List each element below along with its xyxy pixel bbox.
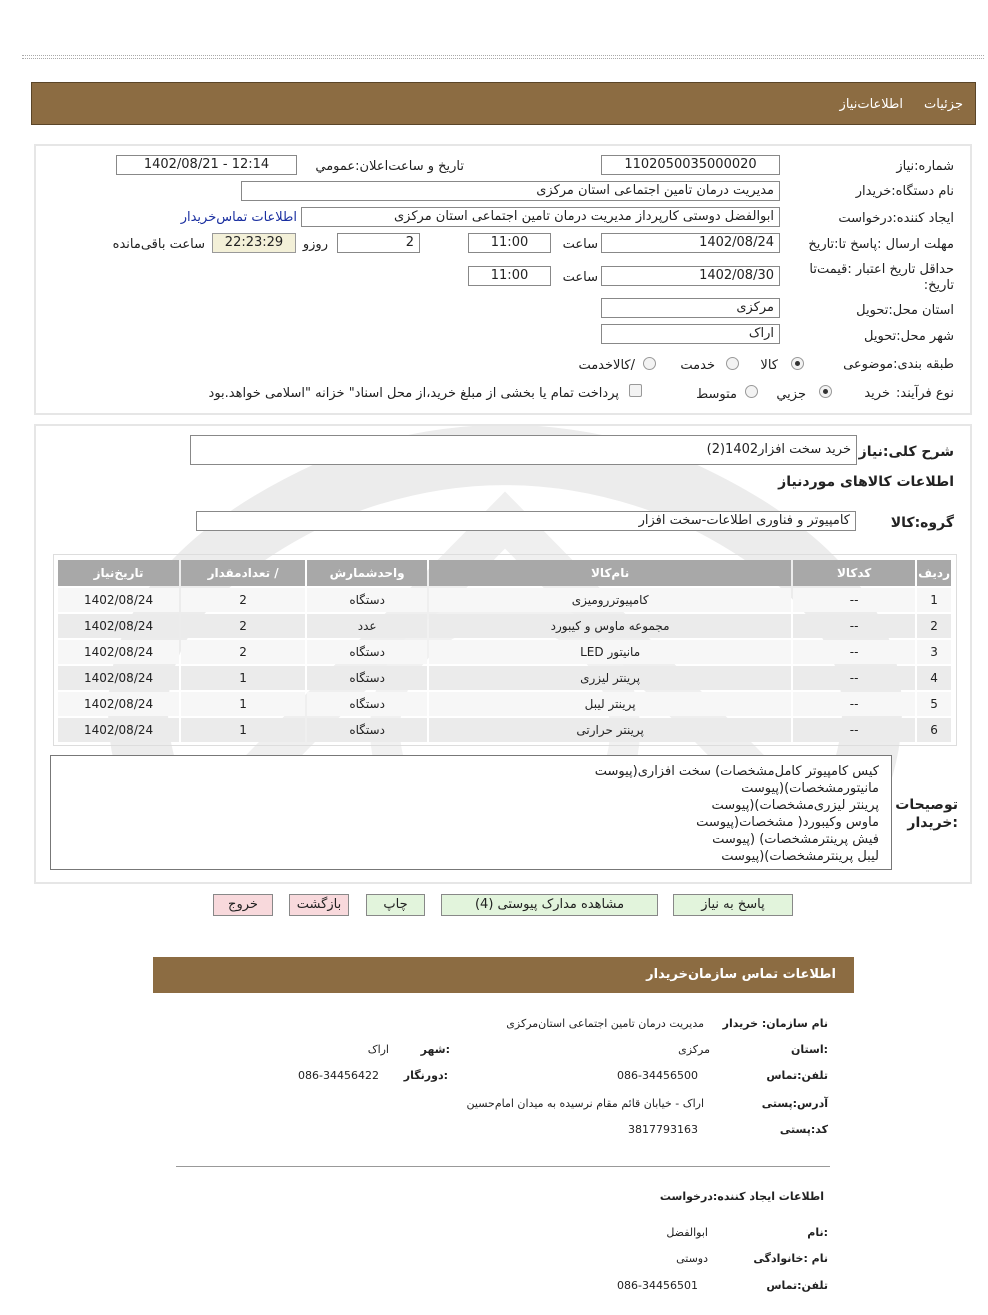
creator-family-value: دوستی bbox=[676, 1252, 708, 1265]
treasury-payment-label: پرداخت تمام یا بخشی از مبلغ خرید،از محل اسناد" خزانه "اسلامی خواهد.بود bbox=[208, 386, 619, 401]
back-button[interactable]: بازگشت bbox=[289, 894, 349, 916]
process-minor-radio[interactable] bbox=[819, 385, 832, 398]
goods-info-heading: اطلاعات کالاهای موردنیاز bbox=[778, 474, 954, 490]
cell-name: مانیتور LED bbox=[429, 640, 791, 664]
creator-family-label: نام :خانوادگی bbox=[753, 1252, 828, 1265]
city-label: شهر محل:تحویل bbox=[864, 329, 954, 344]
treasury-payment-checkbox[interactable] bbox=[629, 384, 642, 397]
table-row bbox=[58, 588, 951, 612]
validity-time-label: ساعت bbox=[562, 270, 598, 285]
need-summary-label: شرح کلی:نیاز bbox=[858, 444, 954, 460]
col-unit: واحدشمارش bbox=[307, 560, 427, 586]
col-date: تاریخ‌نیاز bbox=[58, 560, 179, 586]
contact-province-label: :استان bbox=[791, 1043, 828, 1056]
buyer-notes-box bbox=[50, 755, 892, 870]
days-remaining-field: 2 bbox=[337, 233, 420, 253]
cell-quantity: 1 bbox=[181, 718, 305, 742]
cell-row: 3 bbox=[917, 640, 951, 664]
contact-phone-label: تلفن:تماس bbox=[766, 1069, 828, 1082]
process-medium-label: متوسط bbox=[696, 387, 737, 402]
announce-field: 1402/08/21 - 12:14 bbox=[116, 155, 297, 175]
buyer-notes-label-2: :خریدار bbox=[907, 815, 958, 831]
cell-date: 1402/08/24 bbox=[58, 692, 179, 716]
contact-province-value: مرکزی bbox=[678, 1043, 710, 1056]
goods-group-label: گروه:کالا bbox=[890, 515, 954, 531]
need-number-field: 1102050035000020 bbox=[601, 155, 780, 175]
validity-label-1: حداقل تاریخ اعتبار :قیمت‌تا bbox=[809, 262, 954, 277]
buyer-org-field: مدیریت درمان تامین اجتماعی استان مرکزی bbox=[241, 181, 780, 201]
notes-line: فیش پرینترمشخصات) (پیوست bbox=[712, 832, 879, 847]
reply-button[interactable]: پاسخ به نیاز bbox=[673, 894, 793, 916]
contact-heading: اطلاعات تماس سازمان‌خریدار bbox=[646, 967, 836, 982]
notes-line: پرینتر لیزری‌مشخصات)(پیوست bbox=[711, 798, 879, 813]
goods-group-field: کامپیوتر و فناوری اطلاعات-سخت افزار bbox=[196, 511, 856, 531]
deadline-time-label: ساعت bbox=[562, 237, 598, 252]
deadline-label: مهلت ارسال :پاسخ تا:تاریخ bbox=[808, 237, 954, 252]
validity-time-field: 11:00 bbox=[468, 266, 551, 286]
table-row bbox=[58, 614, 951, 638]
category-service-radio[interactable] bbox=[726, 357, 739, 370]
cell-date: 1402/08/24 bbox=[58, 588, 179, 612]
cell-name: مجموعه ماوس و کیبورد bbox=[429, 614, 791, 638]
contact-address-value: اراک - خیابان قائم مقام نرسیده به میدان امام‌حسین bbox=[466, 1097, 704, 1110]
cell-quantity: 2 bbox=[181, 588, 305, 612]
cell-date: 1402/08/24 bbox=[58, 718, 179, 742]
cell-name: پرینتر لیبل bbox=[429, 692, 791, 716]
notes-line: ماوس وکیبورد( مشخصات(پیوست bbox=[696, 815, 879, 830]
cell-date: 1402/08/24 bbox=[58, 666, 179, 690]
col-quantity: / تعدادمقدار bbox=[181, 560, 305, 586]
contact-postal-value: 3817793163 bbox=[628, 1123, 698, 1136]
cell-date: 1402/08/24 bbox=[58, 614, 179, 638]
process-type: خرید bbox=[864, 386, 890, 401]
remaining-timer: 22:23:29 bbox=[212, 233, 296, 253]
cell-code: -- bbox=[793, 614, 915, 638]
creator-phone-value: 086-34456501 bbox=[617, 1279, 698, 1292]
print-button[interactable]: چاپ bbox=[366, 894, 425, 916]
contact-postal-label: کد:پستی bbox=[779, 1123, 828, 1136]
cell-unit: دستگاه bbox=[307, 640, 427, 664]
table-row bbox=[58, 640, 951, 664]
contact-city-label: :شهر bbox=[420, 1043, 450, 1056]
announce-label: تاریخ و ساعت‌اعلان:عمومي bbox=[315, 159, 464, 174]
tab-details[interactable]: جزئیات bbox=[924, 97, 963, 112]
col-code: کدکالا bbox=[793, 560, 915, 586]
cell-quantity: 1 bbox=[181, 692, 305, 716]
view-attachments-button[interactable]: مشاهده مدارک پیوستی (4) bbox=[441, 894, 658, 916]
cell-quantity: 2 bbox=[181, 640, 305, 664]
days-label: روزو bbox=[302, 237, 328, 252]
creator-name-label: :نام bbox=[807, 1226, 828, 1239]
deadline-time-field: 11:00 bbox=[468, 233, 551, 253]
validity-date-field: 1402/08/30 bbox=[601, 266, 780, 286]
cell-code: -- bbox=[793, 666, 915, 690]
contact-org-value: مدیریت درمان تامین اجتماعی استان‌مرکزی bbox=[506, 1017, 704, 1030]
items-table bbox=[56, 558, 953, 744]
creator-label: ایجاد کننده:درخواست bbox=[838, 211, 954, 226]
contact-divider bbox=[176, 1166, 830, 1167]
cell-row: 1 bbox=[917, 588, 951, 612]
category-service-label: خدمت bbox=[680, 358, 715, 373]
contact-address-label: آدرس:پستی bbox=[761, 1097, 828, 1110]
contact-header-bar bbox=[153, 957, 854, 993]
cell-code: -- bbox=[793, 692, 915, 716]
need-number-label: شماره:نیاز bbox=[896, 159, 954, 174]
cell-quantity: 1 bbox=[181, 666, 305, 690]
col-name: نام‌کالا bbox=[429, 560, 791, 586]
process-minor-label: جزیي bbox=[776, 387, 806, 402]
province-field: مرکزی bbox=[601, 298, 780, 318]
cell-row: 2 bbox=[917, 614, 951, 638]
cell-code: -- bbox=[793, 718, 915, 742]
contact-phone-value: 086-34456500 bbox=[617, 1069, 698, 1082]
category-goods-radio[interactable] bbox=[791, 357, 804, 370]
buyer-notes-label-1: توصیحات bbox=[895, 797, 958, 813]
cell-code: -- bbox=[793, 588, 915, 612]
process-medium-radio[interactable] bbox=[745, 385, 758, 398]
creator-phone-label: تلفن:تماس bbox=[766, 1279, 828, 1292]
category-both-label: /کالاخدمت bbox=[578, 358, 635, 373]
deadline-date-field: 1402/08/24 bbox=[601, 233, 780, 253]
city-field: اراک bbox=[601, 324, 780, 344]
exit-button[interactable]: خروج bbox=[213, 894, 273, 916]
remaining-label: ساعت باقی‌مانده bbox=[112, 237, 205, 252]
contact-org-label: نام سازمان: خریدار bbox=[722, 1017, 828, 1030]
province-label: استان محل:تحویل bbox=[856, 303, 954, 318]
need-summary-field: خرید سخت افزار1402(2) bbox=[190, 435, 857, 465]
cell-name: کامپیوتررومیزی bbox=[429, 588, 791, 612]
creator-info-heading: اطلاعات ایجاد کننده:درخواست bbox=[659, 1190, 824, 1203]
table-row bbox=[58, 718, 951, 742]
validity-label-2: تاریخ: bbox=[923, 278, 954, 293]
cell-date: 1402/08/24 bbox=[58, 640, 179, 664]
cell-code: -- bbox=[793, 640, 915, 664]
cell-name: پرینتر حرارتی bbox=[429, 718, 791, 742]
tab-need-info[interactable]: اطلاعات‌نیاز bbox=[839, 97, 903, 112]
cell-unit: دستگاه bbox=[307, 666, 427, 690]
category-label: طبقه بندی:موضوعی bbox=[843, 357, 954, 372]
buyer-contact-link[interactable]: اطلاعات تماس‌خریدار bbox=[180, 210, 297, 225]
notes-line: لیبل پرینترمشخصات)(پیوست bbox=[721, 849, 879, 864]
contact-fax-value: 086-34456422 bbox=[298, 1069, 379, 1082]
contact-fax-label: :دورنگار bbox=[403, 1069, 448, 1082]
cell-unit: دستگاه bbox=[307, 692, 427, 716]
notes-line: مانیتورمشخصات)(پیوست bbox=[741, 781, 879, 796]
table-row bbox=[58, 666, 951, 690]
cell-quantity: 2 bbox=[181, 614, 305, 638]
cell-unit: عدد bbox=[307, 614, 427, 638]
cell-unit: دستگاه bbox=[307, 588, 427, 612]
creator-name-value: ابوالفضل bbox=[666, 1226, 708, 1239]
cell-unit: دستگاه bbox=[307, 718, 427, 742]
table-row bbox=[58, 692, 951, 716]
category-goods-label: کالا bbox=[760, 358, 778, 373]
header-bar bbox=[31, 82, 976, 125]
top-dotted-separator bbox=[22, 55, 984, 59]
creator-field: ابوالفضل دوستی کارپرداز مدیریت درمان تامین اجتماعی استان مرکزی bbox=[301, 207, 780, 227]
cell-name: پرینتر لیزری bbox=[429, 666, 791, 690]
category-both-radio[interactable] bbox=[643, 357, 656, 370]
cell-row: 5 bbox=[917, 692, 951, 716]
process-label: نوع فرآیند: bbox=[896, 386, 954, 401]
buyer-org-label: نام دستگاه:خریدار bbox=[855, 184, 954, 199]
cell-row: 4 bbox=[917, 666, 951, 690]
col-row: ردیف bbox=[917, 560, 951, 586]
notes-line: کیس کامپیوتر کامل‌مشخصات) سخت افزاری(پیوست bbox=[594, 764, 879, 779]
cell-row: 6 bbox=[917, 718, 951, 742]
contact-city-value: اراک bbox=[367, 1043, 389, 1056]
items-table-header bbox=[58, 560, 951, 586]
